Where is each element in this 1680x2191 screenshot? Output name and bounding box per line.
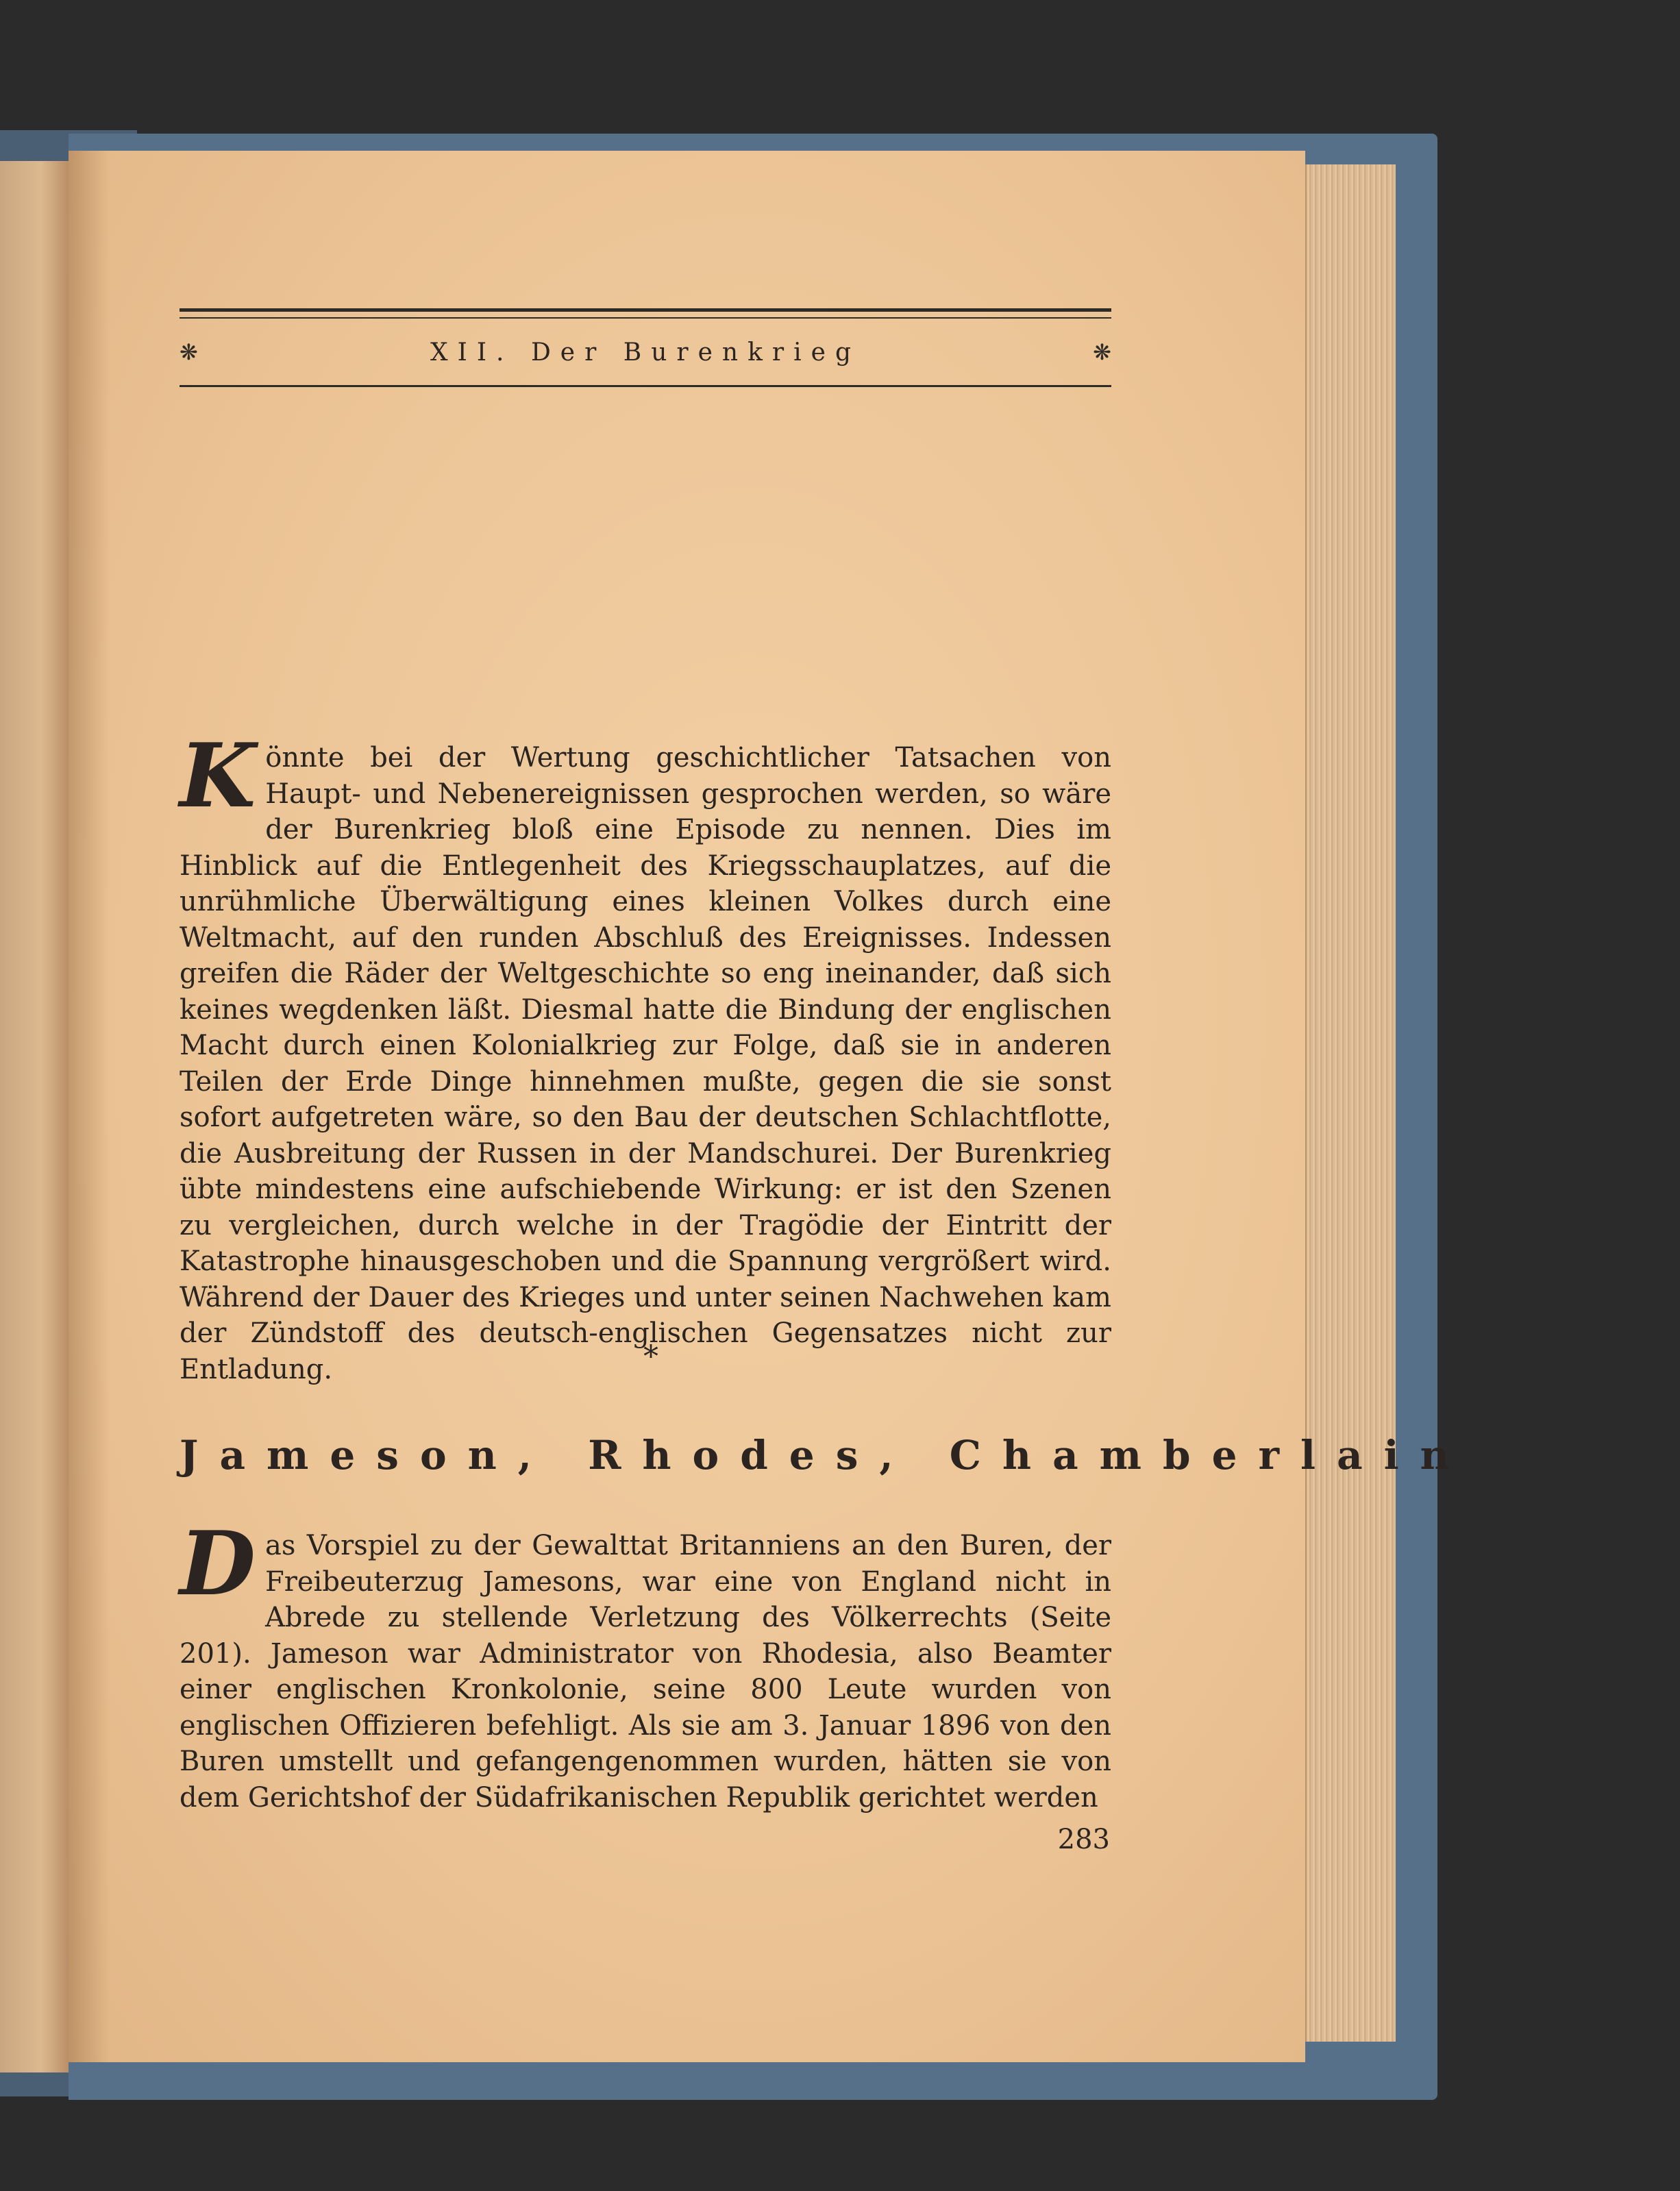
section-separator: * — [643, 1339, 658, 1374]
chapter-title: XII. Der Burenkrieg — [430, 338, 861, 367]
section-heading: Jameson, Rhodes, Chamberlain — [180, 1432, 1470, 1478]
paragraph-text: önnte bei der Wertung geschichtlicher Tatsachen von Haupt- und Nebenereignissen gesprochen werden, so wäre der Burenkrieg bloß eine Episode zu nennen. Dies im Hinblick auf die Entlegenheit des Kriegsschauplatzes, auf die unrühmliche Überwältigung eines kleinen Volkes durch eine Weltmacht, auf den runden Abschluß des Ereignisses. Indessen greifen die Räder der Weltgeschichte so eng ineinander, daß sich keines wegdenken läßt. Diesmal hatte die Bindung der englischen Macht durch einen Kolonialkrieg zur Folge, daß sie in anderen Teilen der Erde Dinge hinnehmen mußte, gegen die sie sonst sofort aufgetreten wäre, so den Bau der deutschen Schlachtflotte, die Ausbreitung der Russen in der Mandschurei. Der Burenkrieg übte mindestens eine aufschiebende Wirkung: er ist den Szenen zu vergleichen, durch welche in der Tragödie der Eintritt der Katastrophe hinausgeschoben und die Spannung vergrößert wird. Während der Dauer des Krieges und unter seinen Nachwehen kam der Zündstoff des deutsch-englischen Gegensatzes nicht zur Entladung. — [180, 742, 1111, 1385]
paragraph-text: as Vorspiel zu der Gewalttat Britanniens an den Buren, der Freibeuterzug Jamesons, war eine von England nicht in Abrede zu stellende Verletzung des Völkerrechts (Seite 201). Jameson war Administrator von Rhodesia, also Beamter einer englischen Kronkolonie, seine 800 Leute wurden von englischen Offizieren befehligt. Als sie am 3. Januar 1896 von den Buren umstellt und gefangengenommen wurden, hätten sie von dem Gerichtshof der Südafrikanischen Republik gerichtet werden — [180, 1530, 1111, 1814]
ornament-right-icon: ❋ — [1093, 339, 1111, 365]
paragraph-jameson — [180, 1513, 1111, 1816]
dropcap: D — [180, 1513, 256, 1616]
running-head — [180, 332, 1111, 373]
page-number: 283 — [1057, 1824, 1110, 1855]
paragraph-intro — [180, 725, 1111, 1387]
header-rule-thick — [180, 308, 1111, 312]
dropcap: K — [180, 725, 256, 828]
header-rule-thin — [180, 317, 1111, 319]
header-rule-bottom — [180, 385, 1111, 387]
ornament-left-icon: ❋ — [180, 339, 198, 365]
